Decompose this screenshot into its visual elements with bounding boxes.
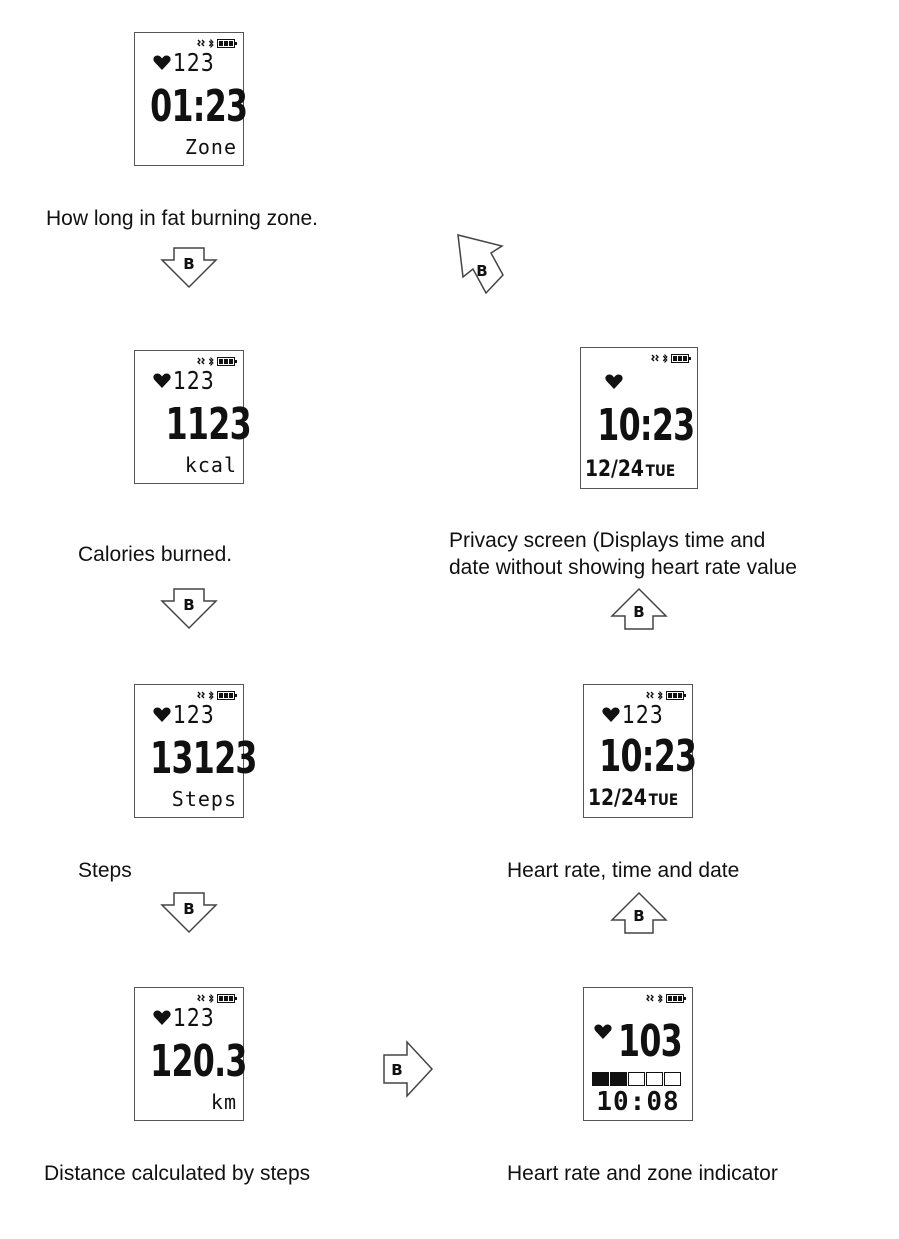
calories-value: 1123 bbox=[165, 399, 251, 450]
bluetooth-icon bbox=[209, 994, 214, 1003]
zone-segment-empty bbox=[628, 1072, 645, 1086]
battery-icon bbox=[217, 39, 237, 48]
signal-icon bbox=[197, 691, 206, 700]
caption-privacy-line1: Privacy screen (Displays time and bbox=[449, 529, 766, 552]
status-bar bbox=[646, 690, 686, 700]
battery-icon bbox=[666, 691, 686, 700]
battery-icon bbox=[666, 994, 686, 1003]
heart-rate-value: 123 bbox=[173, 48, 215, 77]
bluetooth-icon bbox=[209, 39, 214, 48]
zone-segment-filled bbox=[610, 1072, 627, 1086]
screen-privacy bbox=[580, 347, 698, 489]
signal-icon bbox=[651, 354, 660, 363]
caption-privacy-line2: date without showing heart rate value bbox=[449, 556, 797, 579]
heart-icon bbox=[153, 55, 171, 71]
svg-text:B: B bbox=[391, 1061, 403, 1079]
distance-value: 120.3 bbox=[150, 1036, 247, 1087]
status-bar bbox=[197, 356, 237, 366]
screen-heart-rate-time-date bbox=[583, 684, 697, 818]
day-of-week: TUE bbox=[645, 461, 676, 480]
date-display bbox=[585, 459, 675, 482]
clock-time: 10:23 bbox=[599, 731, 697, 782]
unit-label: Zone bbox=[184, 135, 237, 159]
screen-zone bbox=[134, 32, 248, 166]
heart-icon bbox=[153, 1010, 171, 1026]
heart-rate-row bbox=[153, 1005, 224, 1030]
signal-icon bbox=[646, 691, 655, 700]
heart-rate-row bbox=[602, 702, 673, 727]
screen-distance bbox=[134, 987, 247, 1121]
steps-value: 13123 bbox=[150, 733, 257, 784]
heart-rate-value: 123 bbox=[173, 700, 215, 729]
bluetooth-icon bbox=[658, 691, 663, 700]
heart-icon bbox=[153, 373, 171, 389]
svg-text:B: B bbox=[476, 262, 488, 280]
heart-icon bbox=[602, 707, 620, 723]
zone-duration: 01:23 bbox=[150, 81, 248, 132]
signal-icon bbox=[197, 39, 206, 48]
svg-text:B: B bbox=[183, 900, 195, 918]
battery-icon bbox=[217, 357, 237, 366]
unit-label: Steps bbox=[171, 787, 237, 811]
arrow-down-b-button bbox=[160, 588, 218, 630]
zone-segment-empty bbox=[664, 1072, 681, 1086]
date-value: 12/24 bbox=[585, 457, 644, 482]
status-bar bbox=[197, 38, 237, 48]
caption-heart-rate-zone: Heart rate and zone indicator bbox=[507, 1162, 778, 1185]
clock-time: 10:08 bbox=[596, 1087, 680, 1117]
bluetooth-icon bbox=[663, 354, 668, 363]
status-bar bbox=[197, 993, 237, 1003]
heart-rate-value: 123 bbox=[173, 1003, 215, 1032]
caption-distance: Distance calculated by steps bbox=[44, 1162, 311, 1185]
status-bar bbox=[651, 353, 691, 363]
signal-icon bbox=[646, 994, 655, 1003]
signal-icon bbox=[197, 357, 206, 366]
bluetooth-icon bbox=[209, 691, 214, 700]
caption-steps: Steps bbox=[78, 859, 132, 882]
svg-text:B: B bbox=[633, 603, 645, 621]
heart-icon bbox=[605, 374, 623, 390]
arrow-up-b-button bbox=[610, 891, 668, 935]
unit-label: kcal bbox=[184, 453, 237, 477]
signal-icon bbox=[197, 994, 206, 1003]
heart-rate-row bbox=[153, 50, 224, 75]
caption-heart-rate-time-date: Heart rate, time and date bbox=[507, 859, 740, 882]
heart-rate-row bbox=[153, 702, 224, 727]
arrow-right-b-button bbox=[383, 1040, 435, 1098]
arrow-down-b-button bbox=[160, 892, 218, 934]
b-button-label: B bbox=[183, 255, 195, 273]
arrow-down-b-button bbox=[160, 247, 218, 289]
battery-icon bbox=[671, 354, 691, 363]
bluetooth-icon bbox=[658, 994, 663, 1003]
heart-rate-row bbox=[153, 368, 224, 393]
arrow-up-b-button bbox=[610, 587, 668, 631]
zone-segment-empty bbox=[646, 1072, 663, 1086]
heart-rate-value: 123 bbox=[622, 700, 664, 729]
heart-icon bbox=[153, 707, 171, 723]
heart-icon bbox=[594, 1024, 612, 1040]
battery-icon bbox=[217, 994, 237, 1003]
zone-segment-filled bbox=[592, 1072, 609, 1086]
svg-text:B: B bbox=[633, 907, 645, 925]
date-value: 12/24 bbox=[588, 786, 647, 811]
arrow-up-left-b-button bbox=[446, 233, 506, 295]
unit-label: km bbox=[210, 1090, 237, 1114]
battery-icon bbox=[217, 691, 237, 700]
screen-heart-rate-zone bbox=[583, 987, 693, 1121]
screen-calories bbox=[134, 350, 251, 484]
day-of-week: TUE bbox=[648, 790, 679, 809]
date-display bbox=[588, 788, 678, 811]
status-bar bbox=[197, 690, 237, 700]
svg-text:B: B bbox=[183, 596, 195, 614]
clock-time: 10:23 bbox=[597, 400, 695, 451]
zone-indicator bbox=[592, 1072, 681, 1086]
bluetooth-icon bbox=[209, 357, 214, 366]
status-bar bbox=[646, 993, 686, 1003]
heart-rate-large-value: 103 bbox=[618, 1016, 683, 1067]
caption-calories: Calories burned. bbox=[78, 543, 233, 566]
caption-zone: How long in fat burning zone. bbox=[46, 207, 319, 230]
screen-steps bbox=[134, 684, 257, 818]
heart-rate-value: 123 bbox=[173, 366, 215, 395]
